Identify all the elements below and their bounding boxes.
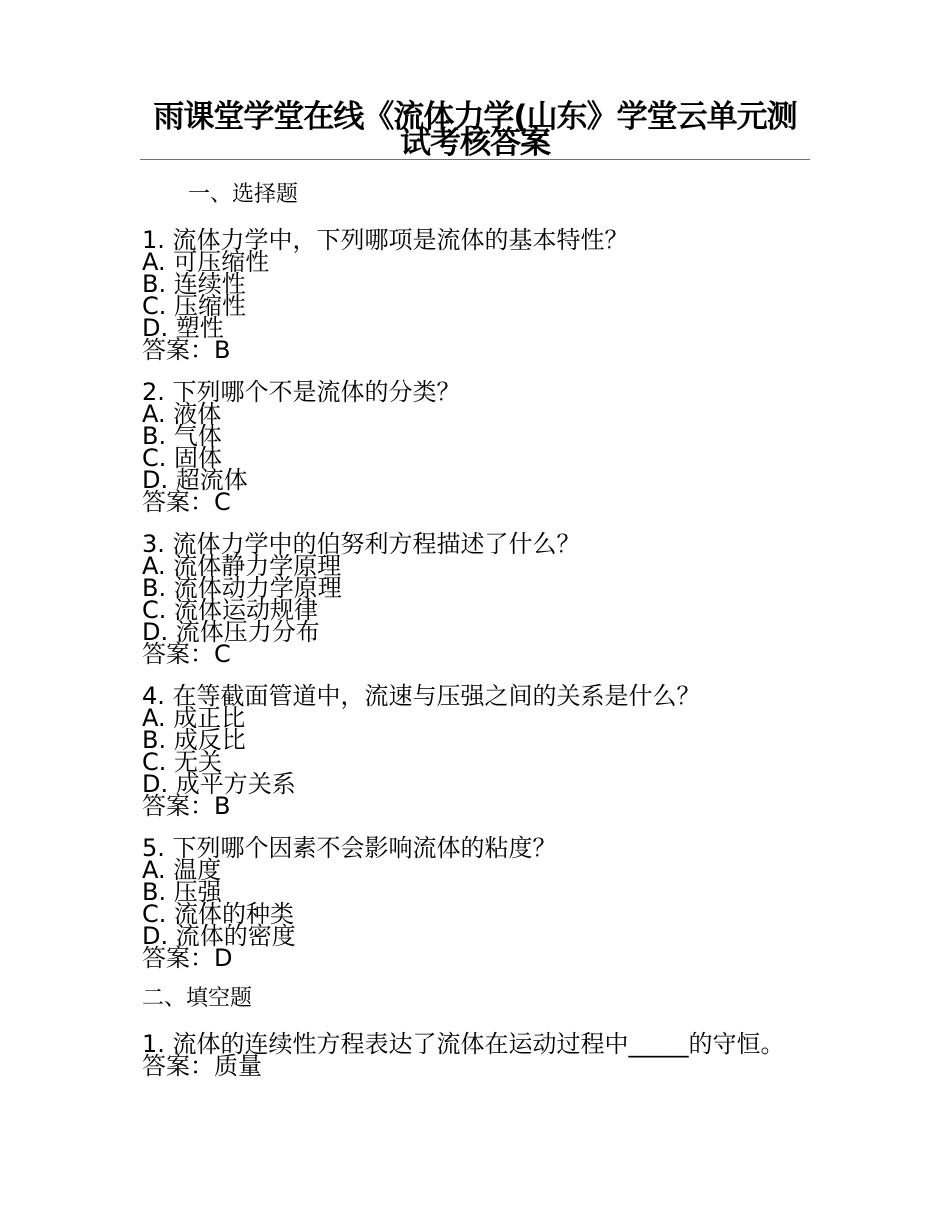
option-d: D. 超流体	[142, 466, 248, 494]
question-text: 1. 流体的连续性方程表达了流体在运动过程中_____的守恒。	[142, 1030, 785, 1058]
fill-question-block-1	[142, 1030, 785, 1080]
option-d: D. 成平方关系	[142, 770, 296, 798]
option-d: D. 塑性	[142, 314, 224, 342]
answer-text: 答案：C	[142, 640, 231, 668]
option-c: C. 无关	[142, 748, 223, 776]
section-heading-fill: 二、填空题	[142, 986, 253, 1011]
option-a: A. 成正比	[142, 704, 246, 732]
option-d: D. 流体的密度	[142, 922, 296, 950]
option-d: D. 流体压力分布	[142, 618, 320, 646]
section-heading-choice: 一、选择题	[188, 182, 299, 207]
option-a: A. 可压缩性	[142, 248, 270, 276]
answer-text: 答案：C	[142, 488, 231, 516]
option-b: B. 流体动力学原理	[142, 574, 342, 602]
title-underline	[140, 159, 810, 160]
answer-text: 答案：B	[142, 792, 231, 820]
option-c: C. 流体的种类	[142, 900, 295, 928]
answer-text: 答案：B	[142, 336, 231, 364]
question-block-2	[142, 378, 461, 516]
question-text: 2. 下列哪个不是流体的分类？	[142, 378, 461, 406]
question-text: 3. 流体力学中的伯努利方程描述了什么？	[142, 530, 581, 558]
option-b: B. 压强	[142, 878, 222, 906]
option-c: C. 压缩性	[142, 292, 247, 320]
option-b: B. 连续性	[142, 270, 246, 298]
question-block-5	[142, 834, 557, 972]
question-text: 5. 下列哪个因素不会影响流体的粘度？	[142, 834, 557, 862]
option-c: C. 固体	[142, 444, 223, 472]
answer-text: 答案：质量	[142, 1052, 262, 1080]
answer-text: 答案：D	[142, 944, 233, 972]
document-title: 雨课堂学堂在线《流体力学(山东》学堂云单元测试考核答案	[153, 99, 797, 161]
option-c: C. 流体运动规律	[142, 596, 319, 624]
question-text: 4. 在等截面管道中，流速与压强之间的关系是什么？	[142, 682, 701, 710]
option-b: B. 气体	[142, 422, 222, 450]
question-block-3	[142, 530, 581, 668]
question-text: 1. 流体力学中，下列哪项是流体的基本特性？	[142, 226, 629, 254]
option-a: A. 流体静力学原理	[142, 552, 342, 580]
option-a: A. 温度	[142, 856, 222, 884]
option-a: A. 液体	[142, 400, 222, 428]
question-block-4	[142, 682, 701, 820]
option-b: B. 成反比	[142, 726, 246, 754]
question-block-1	[142, 226, 629, 364]
